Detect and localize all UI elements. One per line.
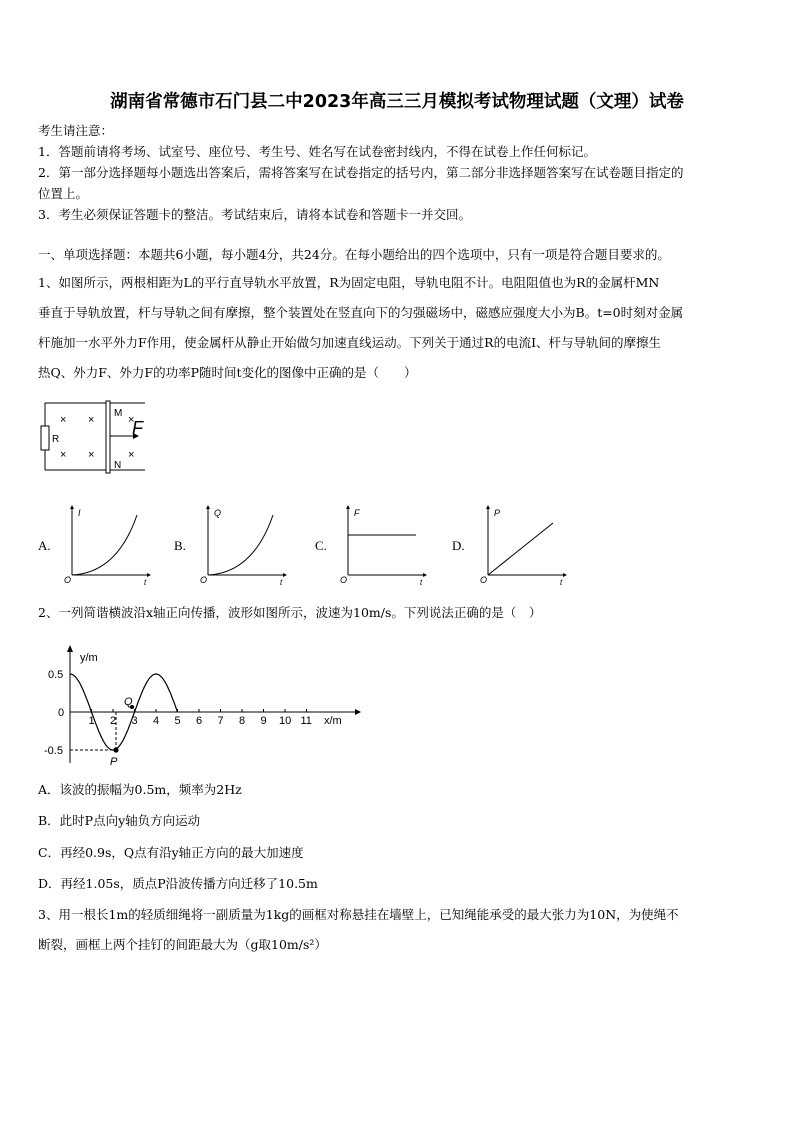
- svg-text:M: M: [114, 408, 123, 419]
- q2-stem: 2、一列简谐横波沿x轴正向传播，波形如图所示，波速为10m/s。下列说法正确的是（ ）: [38, 605, 542, 620]
- x-tick-label: 10: [279, 715, 292, 727]
- q2-option-b: B．此时P点向y轴负方向运动: [38, 813, 201, 828]
- svg-text:×: ×: [60, 414, 67, 426]
- svg-text:P: P: [494, 508, 501, 518]
- wave-graph: [40, 645, 370, 770]
- resistor-symbol: [41, 426, 49, 450]
- option-d-label: D.: [452, 538, 465, 553]
- q1-line-1: 1、如图所示，两根相距为L的平行直导轨水平放置，R为固定电阻，导轨电阻不计。电阻阻值也为R的金属杆MN: [38, 275, 660, 290]
- svg-text:×: ×: [128, 414, 135, 426]
- metal-rod: [106, 401, 110, 473]
- q2-option-c: C．再经0.9s，Q点有沿y轴正方向的最大加速度: [38, 845, 304, 860]
- x-tick-label: 3: [131, 715, 138, 727]
- svg-text:-0.5: -0.5: [44, 745, 63, 757]
- x-tick-label: 6: [196, 715, 203, 727]
- svg-text:t: t: [420, 578, 423, 585]
- svg-text:P: P: [110, 756, 118, 768]
- svg-text:×: ×: [128, 449, 135, 461]
- svg-text:F: F: [354, 508, 360, 518]
- svg-text:O: O: [340, 575, 348, 585]
- q2-option-a: A．该波的振幅为0.5m，频率为2Hz: [38, 782, 242, 797]
- svg-text:×: ×: [88, 414, 95, 426]
- svg-text:t: t: [280, 578, 283, 585]
- option-c-label: C.: [315, 538, 327, 553]
- notice-item-1: 1．答题前请将考场、试室号、座位号、考生号、姓名写在试卷密封线内，不得在试卷上作任何标记。: [38, 144, 596, 159]
- svg-text:N: N: [114, 460, 122, 471]
- exam-title: 湖南省常德市石门县二中2023年高三三月模拟考试物理试题（文理）试卷: [110, 92, 684, 112]
- q3-line-2: 断裂，画框上两个挂钉的间距最大为（g取10m/s²）: [38, 937, 327, 952]
- point-p: [113, 747, 118, 752]
- notice-item-2: 2．第一部分选择题每小题选出答案后，需将答案写在试卷指定的括号内，第二部分非选择题答案写在试卷题目指定的: [38, 165, 684, 180]
- q1-line-3: 杆施加一水平外力F作用，使金属杆从静止开始做匀加速直线运动。下列关于通过R的电流I、杆与导轨间的摩擦生: [38, 335, 662, 350]
- svg-text:I: I: [78, 508, 81, 518]
- svg-text:O: O: [480, 575, 488, 585]
- notice-heading: 考生请注意：: [38, 123, 114, 138]
- svg-text:y/m: y/m: [80, 652, 98, 664]
- svg-text:F: F: [132, 418, 143, 438]
- option-d-graph: [478, 505, 568, 585]
- q3-line-1: 3、用一根长1m的轻质细绳将一副质量为1kg的画框对称悬挂在墙壁上，已知绳能承受的最大张力为10N，为使绳不: [38, 907, 679, 922]
- option-b-label: B.: [174, 538, 186, 553]
- x-tick-label: 5: [174, 715, 181, 727]
- svg-text:Q: Q: [124, 696, 133, 708]
- notice-item-3: 3．考生必须保证答题卡的整洁。考试结束后，请将本试卷和答题卡一并交回。: [38, 207, 471, 222]
- rail-circuit-figure: [40, 398, 160, 478]
- svg-text:0.5: 0.5: [48, 669, 64, 681]
- option-c-graph: [338, 505, 428, 585]
- notice-item-2-cont: 位置上。: [38, 186, 89, 201]
- svg-text:×: ×: [88, 449, 95, 461]
- x-tick-label: 9: [260, 715, 267, 727]
- option-a-label: A.: [38, 538, 51, 553]
- resistor-label: R: [52, 434, 60, 445]
- q2-option-d: D．再经1.05s，质点P沿波传播方向迁移了10.5m: [38, 876, 318, 891]
- x-tick-label: 11: [300, 715, 312, 727]
- option-a-graph: [62, 505, 152, 585]
- q1-line-4: 热Q、外力F、外力F的功率P随时间t变化的图像中正确的是（ ）: [38, 365, 417, 380]
- q1-line-2: 垂直于导轨放置，杆与导轨之间有摩擦，整个装置处在竖直向下的匀强磁场中，磁感应强度大小为B。t=0时刻对金属: [38, 305, 684, 320]
- svg-text:Q: Q: [214, 508, 222, 518]
- x-tick-label: 4: [153, 715, 160, 727]
- x-tick-label: 1: [88, 715, 95, 727]
- x-tick-label: 2: [110, 715, 117, 727]
- svg-text:x/m: x/m: [324, 715, 342, 727]
- section-heading: 一、单项选择题：本题共6小题，每小题4分，共24分。在每小题给出的四个选项中，只有一项是符合题目要求的。: [38, 247, 670, 262]
- svg-text:0: 0: [58, 707, 65, 719]
- svg-text:O: O: [200, 575, 208, 585]
- svg-text:×: ×: [60, 449, 67, 461]
- option-b-graph: [198, 505, 288, 585]
- x-tick-label: 7: [217, 715, 224, 727]
- svg-text:O: O: [64, 575, 72, 585]
- svg-text:t: t: [144, 578, 147, 585]
- x-tick-label: 8: [239, 715, 246, 727]
- svg-text:t: t: [560, 578, 563, 585]
